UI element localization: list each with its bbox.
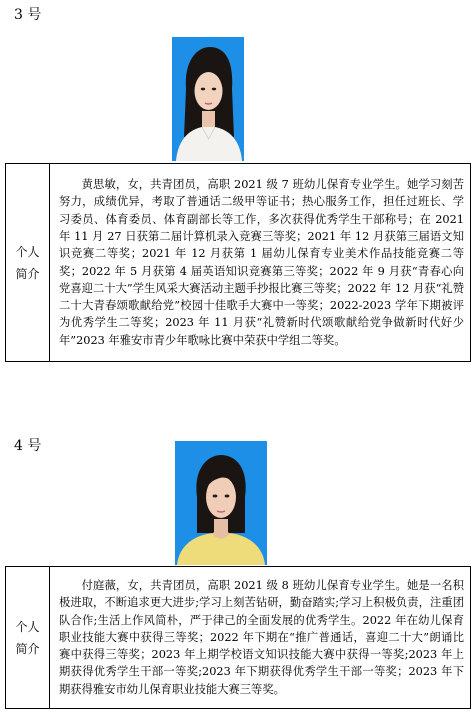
intro-label xyxy=(6,164,50,362)
intro-label-line1: 个人 xyxy=(15,619,40,634)
intro-table xyxy=(5,163,471,362)
intro-label-line2: 简介 xyxy=(15,266,40,281)
intro-label-line2: 简介 xyxy=(15,641,40,656)
intro-label xyxy=(6,567,50,709)
entry-number: 3 号 xyxy=(14,7,42,23)
entry-number: 4 号 xyxy=(14,438,42,454)
intro-label-line1: 个人 xyxy=(15,244,40,259)
intro-table xyxy=(5,566,471,709)
intro-text: 付庭薇，女，共青团员，高职 2021 级 8 班幼儿保育专业学生。她是一名积极进取，不断追求更大进步;学习上刻苦钻研，勤奋踏实;学习上积极负责，注重团队合作;生活上作风简朴，严于律己的全面发展的优秀学生。2022 年在幼儿保育职业技能大赛中获得三等奖；2022 年下期在“推广普通话，喜迎二十大”朗诵比赛中获得三等奖；2023 年上期学校语文知识技能大赛中获得一等奖;2023 年上期获得优秀学生干部一等奖;2023 年下期获得优秀学生干部一等奖；2023 年下期获得雅安市幼儿保育职业技能大赛三等奖。 xyxy=(50,567,471,709)
intro-text: 黄思敏，女，共青团员，高职 2021 级 7 班幼儿保育专业学生。她学习刻苦努力，成绩优异，考取了普通话二级甲等证书；热心服务工作，担任过班长、学习委员、体育委员、体育副部长等工作，多次获得优秀学生干部称号；在 2021 年 11 月 27 日获第二届计算机录入竞赛三等奖；2021 年 12 月获第三届语文知识竞赛二等奖；2021 年 12 月获第 1 届幼儿保育专业美术作品技能竞赛二等奖；2022 年 5 月获第 4 届英语知识竞赛第三等奖；2022 年 9 月获“青春心向党喜迎二十大”学生风采大赛活动主题手抄报比赛三等奖；2022 年 12 月获“礼赞二十大青春颂歌献给党”校园十佳歌手大赛中一等奖；2022-2023 学年下期被评为优秀学生二等奖；2023 年 11 月获“礼赞新时代颂歌献给党争做新时代好少年”2023 年雅安市青少年歌咏比赛中荣获中学组二等奖。 xyxy=(50,164,471,362)
portrait-photo-icon xyxy=(172,37,244,161)
portrait-photo-icon xyxy=(175,441,267,565)
